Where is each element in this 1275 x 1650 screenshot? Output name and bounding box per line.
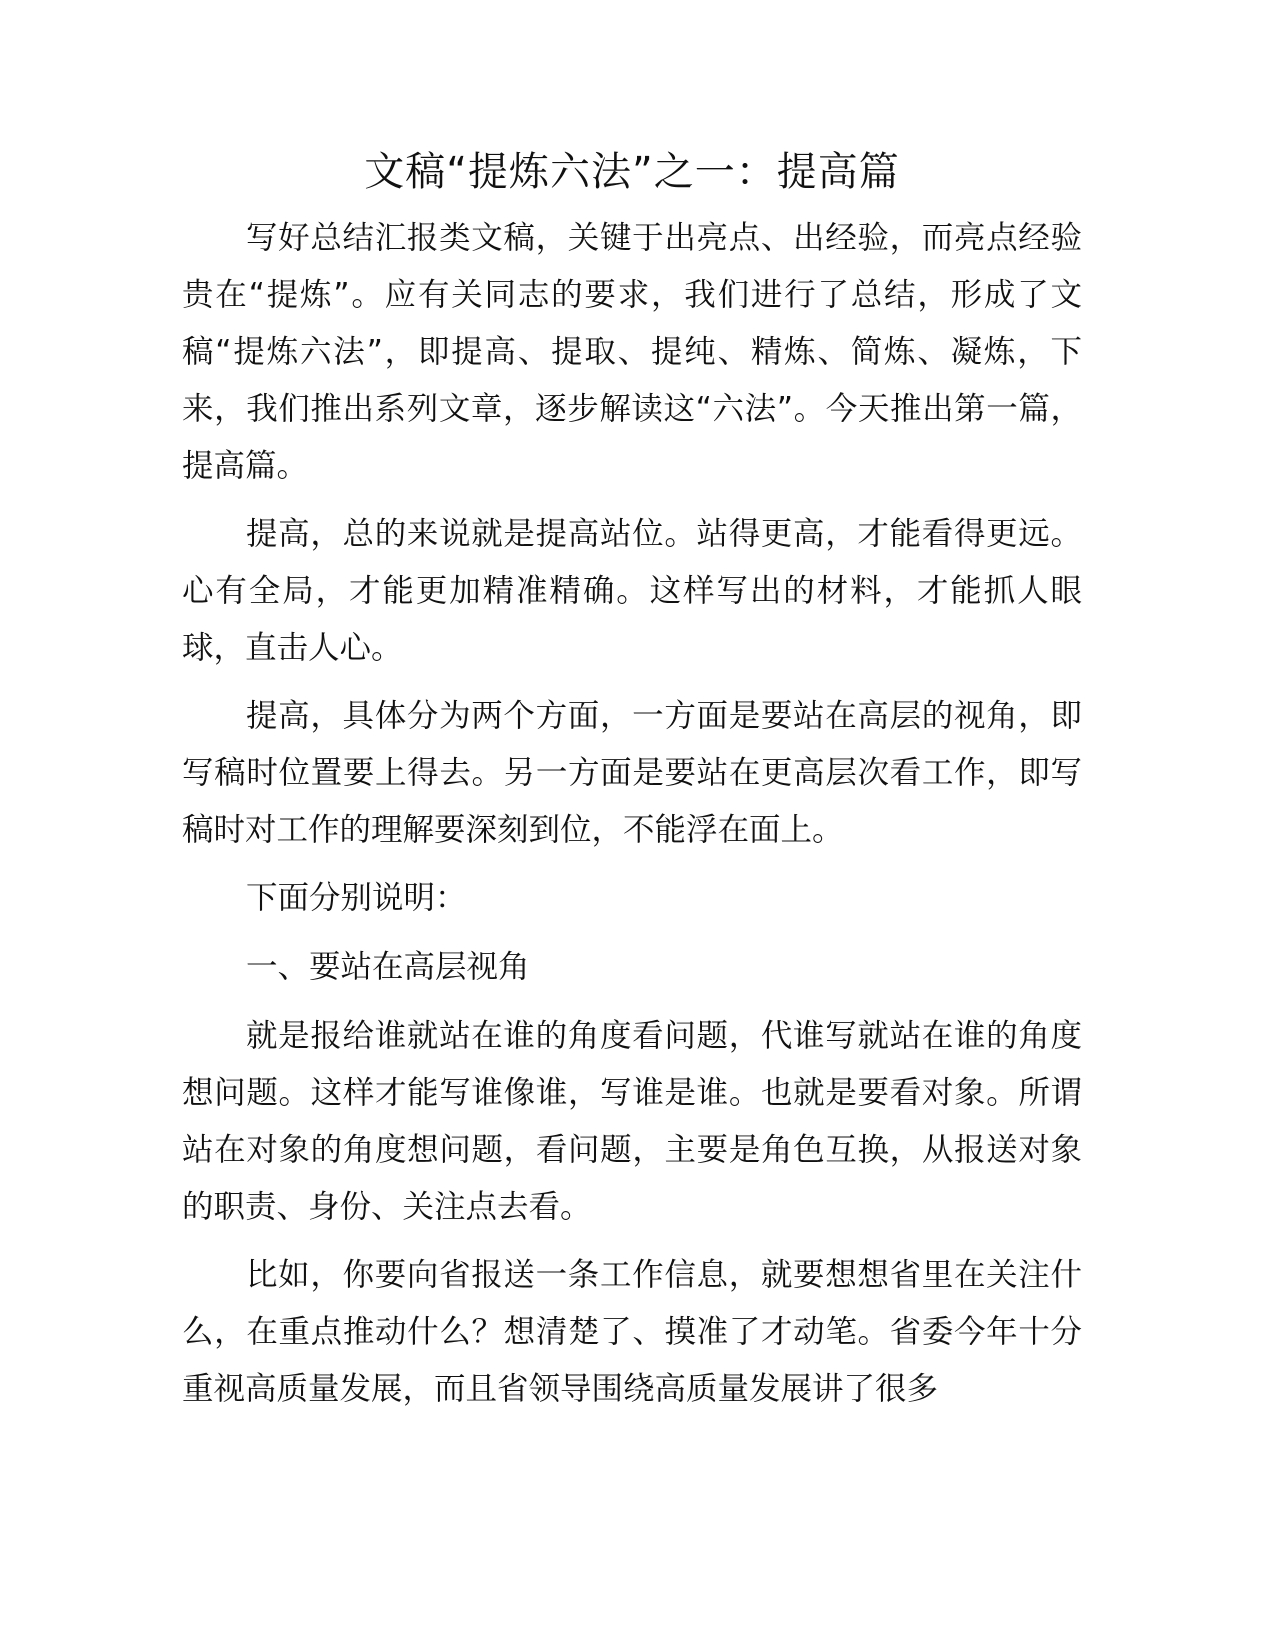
paragraph-example: 比如，你要向省报送一条工作信息，就要想想省里在关注什么，在重点推动什么？想清楚了、摸准了才动笔。省委今年十分重视高质量发展，而且省领导围绕高质量发展讲了很多 [182,1257,1082,1407]
paragraph-lead-in: 下面分别说明： [246,880,467,916]
paragraph-intro: 写好总结汇报类文稿，关键于出亮点、出经验，而亮点经验贵在“提炼”。应有关同志的要求，我们进行了总结，形成了文稿“提炼六法”，即提高、提取、提纯、精炼、简炼、凝炼，下来，我们推出系列文章，逐步解读这“六法”。今天推出第一篇，提高篇。 [182,220,1082,484]
document-title: 文稿“提炼六法”之一：提高篇 [364,149,900,195]
paragraph-perspective: 就是报给谁就站在谁的角度看问题，代谁写就站在谁的角度想问题。这样才能写谁像谁，写谁是谁。也就是要看对象。所谓站在对象的角度想问题，看问题，主要是角色互换，从报送对象的职责、身份、关注点去看。 [182,1018,1082,1225]
paragraph-two-aspects: 提高，具体分为两个方面，一方面是要站在高层的视角，即写稿时位置要上得去。另一方面是要站在更高层次看工作，即写稿时对工作的理解要深刻到位，不能浮在面上。 [182,698,1082,848]
document-body [182,140,1082,1429]
paragraph-overview: 提高，总的来说就是提高站位。站得更高，才能看得更远。心有全局，才能更加精准精确。这样写出的材料，才能抓人眼球，直击人心。 [182,516,1082,666]
section-heading-1: 一、要站在高层视角 [246,949,530,985]
